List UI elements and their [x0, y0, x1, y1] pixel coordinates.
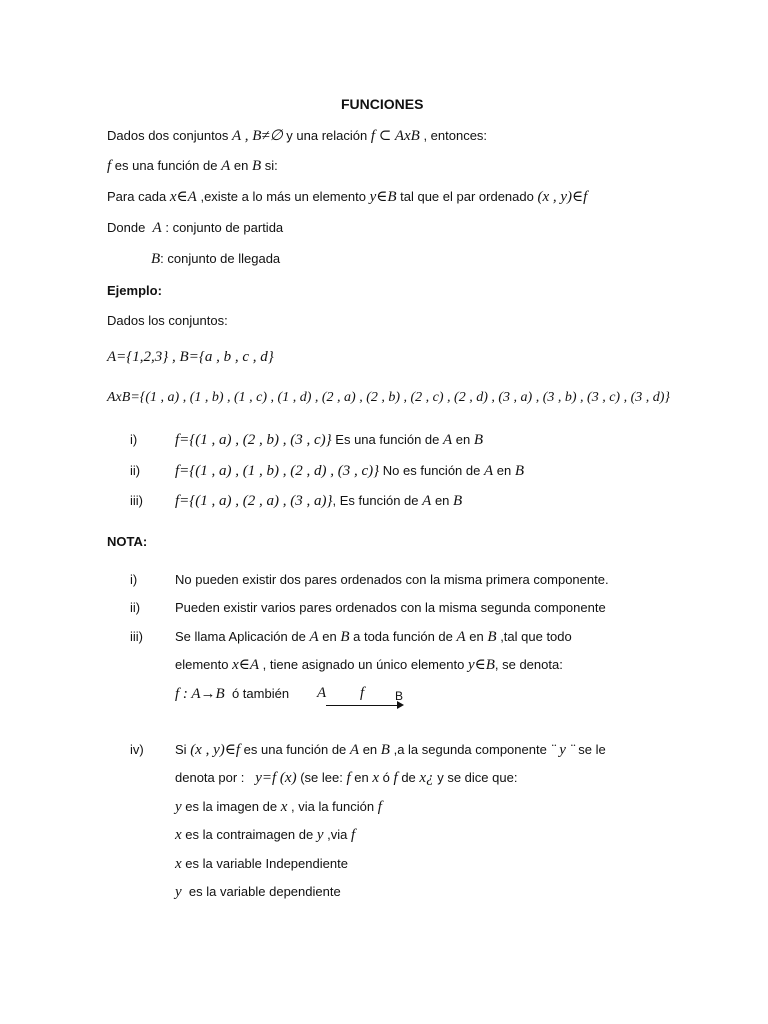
arrow-codomain-label: B — [395, 689, 404, 703]
text: , entonces: — [423, 128, 488, 143]
text: Se llama Aplicación de — [175, 629, 306, 644]
text: denota por : — [175, 770, 245, 785]
math: A — [456, 629, 466, 645]
math: A , B≠∅ — [232, 128, 283, 144]
nota-heading: NOTA: — [107, 534, 148, 549]
math: A — [349, 742, 360, 758]
text: en — [469, 629, 484, 644]
text: , tiene asignado un único elemento — [262, 657, 465, 672]
text: : conjunto de partida — [165, 220, 284, 235]
math: y∈B — [369, 189, 397, 205]
item-label: i) — [130, 572, 138, 587]
text: y se dice que: — [437, 770, 518, 785]
nota-item-4-line-6 — [175, 883, 341, 901]
text: Para cada — [107, 189, 167, 204]
math: f — [107, 158, 112, 174]
item-label: iii) — [130, 493, 143, 508]
math: f={(1 , a) , (1 , b) , (2 , d) , (3 , c)} — [175, 463, 380, 479]
text: y una relación — [286, 128, 368, 143]
text: de — [401, 770, 416, 785]
math: B — [340, 629, 350, 645]
math: f — [393, 770, 398, 786]
text: es la imagen de — [185, 799, 278, 814]
text: ,tal que todo — [500, 629, 572, 644]
text: ,a la segunda componente — [393, 742, 547, 757]
item-text: Pueden existir varios pares ordenados con la misma segunda componente — [175, 600, 606, 615]
definition-line-2 — [107, 157, 278, 175]
definition-line-4 — [107, 219, 283, 237]
definition-line-3 — [107, 188, 587, 206]
item-label: iii) — [130, 629, 143, 644]
text: en — [322, 629, 337, 644]
math: A — [221, 158, 231, 174]
math: f : A→B — [175, 686, 225, 702]
math: B — [453, 493, 463, 509]
text: si: — [264, 158, 278, 173]
item-label: iv) — [130, 742, 144, 757]
math: B — [473, 432, 484, 448]
text: es una función de — [114, 158, 218, 173]
nota-item-4-line-5 — [175, 855, 348, 873]
text: ,via — [327, 827, 348, 842]
arrow-right-icon — [326, 705, 398, 706]
nota-item-4-line-4 — [175, 826, 355, 844]
text: es la contraimagen de — [185, 827, 314, 842]
nota-item-4-line-3 — [175, 798, 382, 816]
definition-line-5 — [151, 250, 280, 268]
math: y=f (x) — [255, 770, 297, 786]
text: , via la función — [291, 799, 375, 814]
item-label: ii) — [130, 600, 141, 615]
math: f — [377, 799, 382, 815]
math: f — [351, 827, 356, 843]
math: ¨ y ¨ — [550, 742, 575, 758]
math: B — [487, 629, 497, 645]
math: A — [443, 432, 453, 448]
text: (se lee: — [300, 770, 343, 785]
math: B — [514, 463, 525, 479]
text: tal que el par ordenado — [400, 189, 534, 204]
text: es la variable dependiente — [188, 884, 341, 899]
item-text: No pueden existir dos pares ordenados con la misma primera componente. — [175, 572, 609, 587]
arrow-domain-label: A — [317, 685, 327, 701]
math: x — [175, 827, 182, 843]
text: Donde — [107, 220, 146, 235]
text: Es una función de — [335, 432, 440, 447]
math: A — [309, 629, 319, 645]
nota-item-3-line-3 — [175, 685, 289, 703]
text: , se denota: — [494, 657, 563, 672]
text: : conjunto de llegada — [160, 251, 281, 266]
text: ó también — [231, 686, 290, 701]
text: Dados dos conjuntos — [107, 128, 229, 143]
item-label: i) — [130, 432, 138, 447]
math: B — [251, 158, 262, 174]
text: a toda función de — [353, 629, 453, 644]
text: en — [362, 742, 378, 757]
text: Si — [175, 742, 187, 757]
math: x — [175, 856, 182, 872]
math: y — [316, 827, 324, 843]
math: B — [151, 251, 161, 267]
text: en — [434, 493, 450, 508]
nota-item-3-line-2 — [175, 656, 563, 674]
math: y∈B — [467, 657, 495, 673]
math: f={(1 , a) , (2 , b) , (3 , c)} — [175, 432, 332, 448]
text: es una función de — [243, 742, 347, 757]
text: se le — [578, 742, 606, 757]
nota-item-4-line-2 — [175, 769, 517, 787]
text: en — [233, 158, 249, 173]
math: f — [346, 770, 351, 786]
text: No es función de — [382, 463, 481, 478]
example-intro: Dados los conjuntos: — [107, 313, 228, 328]
math: A — [152, 220, 162, 236]
math: A — [483, 463, 494, 479]
definition-line-1 — [107, 127, 487, 145]
page-title: FUNCIONES — [341, 96, 424, 112]
text: en — [455, 432, 471, 447]
math: A — [422, 493, 432, 509]
math: x — [280, 799, 288, 815]
text: , Es función de — [332, 493, 419, 508]
text: en — [354, 770, 369, 785]
example-heading: Ejemplo: — [107, 283, 162, 298]
text: elemento — [175, 657, 229, 672]
math: f ⊂ AxB — [370, 128, 420, 144]
math: x∈A — [232, 657, 260, 673]
math: (x , y)∈f — [537, 189, 588, 205]
text: ó — [382, 770, 390, 785]
text: ,existe a lo más un elemento — [200, 189, 366, 204]
math: (x , y)∈f — [190, 742, 241, 758]
math: y — [175, 884, 182, 900]
math: x¿ — [419, 770, 434, 786]
text: es la variable Independiente — [185, 856, 348, 871]
math: f={(1 , a) , (2 , a) , (3 , a)} — [175, 493, 333, 509]
math: x — [372, 770, 380, 786]
item-label: ii) — [130, 463, 141, 478]
cartesian-product: AxB={(1 , a) , (1 , b) , (1 , c) , (1 , d) , (2 , a) , (2 , b) , (2 , c) , (2 , d) , (3 , a) , (3 , b) , (3 , c) , (3 , d)} — [107, 390, 670, 405]
math: B — [380, 742, 390, 758]
arrow-function-label: f — [360, 685, 365, 701]
math: x∈A — [169, 189, 197, 205]
text: en — [496, 463, 512, 478]
math: y — [175, 799, 182, 815]
sets-definition: A={1,2,3} , B={a , b , c , d} — [107, 349, 274, 365]
